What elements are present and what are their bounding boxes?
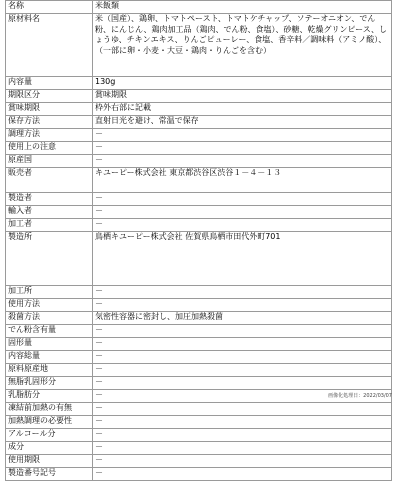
row-label: 使用期限 xyxy=(6,455,93,468)
row-lot-code xyxy=(6,468,392,481)
row-value: 米（国産）、鶏卵、トマトペースト、トマトケチャップ、ソテーオニオン、でん粉、にんじん、鶏肉加工品（鶏肉、でん粉、食塩）、砂糖、乾燥グリンピース、しょうゆ、チキンエキス、りんごピューレー、食塩、香辛料／調味料（アミノ酸）、（一部に卵・小麦・大豆・鶏肉・りんごを含む） xyxy=(93,14,392,77)
row-label: アルコール分 xyxy=(6,429,93,442)
row-value: － xyxy=(93,390,392,403)
row-label: 製造番号記号 xyxy=(6,468,93,481)
row-label: 内容量 xyxy=(6,77,93,90)
row-value: － xyxy=(93,377,392,390)
row-value: 直射日光を避け、常温で保存 xyxy=(93,116,392,129)
row-value: － xyxy=(93,338,392,351)
row-usage xyxy=(6,299,392,312)
row-label: 輸入者 xyxy=(6,206,93,219)
row-alcohol xyxy=(6,429,392,442)
row-value: キユーピー株式会社 東京都渋谷区渋谷１－４－１３ xyxy=(93,168,392,193)
row-sterilization xyxy=(6,312,392,325)
row-total-content xyxy=(6,351,392,364)
row-value: － xyxy=(93,219,392,232)
row-label: 調理方法 xyxy=(6,129,93,142)
row-value: 鳥栖キユーピー株式会社 佐賀県鳥栖市田代外町701 xyxy=(93,232,392,286)
row-label: 加熱調理の必要性 xyxy=(6,416,93,429)
row-label: 殺菌方法 xyxy=(6,312,93,325)
row-manufacturer xyxy=(6,193,392,206)
row-label: 加工者 xyxy=(6,219,93,232)
row-value: － xyxy=(93,455,392,468)
row-value: 130g xyxy=(93,77,392,90)
row-label: 製造所 xyxy=(6,232,93,286)
row-value: － xyxy=(93,468,392,481)
row-value: － xyxy=(93,193,392,206)
row-ingredient-origin xyxy=(6,364,392,377)
row-label: 賞味期限 xyxy=(6,103,93,116)
row-label: 固形量 xyxy=(6,338,93,351)
row-storage xyxy=(6,116,392,129)
row-label: 凍結前加熱の有無 xyxy=(6,403,93,416)
row-seller xyxy=(6,168,392,193)
row-label: 使用方法 xyxy=(6,299,93,312)
image-processing-date: 画像化処理日：2022/03/07 xyxy=(328,393,392,399)
row-label: でん粉含有量 xyxy=(6,325,93,338)
row-factory xyxy=(6,232,392,286)
row-value: － xyxy=(93,364,392,377)
row-label: 期限区分 xyxy=(6,90,93,103)
row-label: 加工所 xyxy=(6,286,93,299)
row-value: － xyxy=(93,429,392,442)
row-solid-weight xyxy=(6,338,392,351)
row-value: － xyxy=(93,299,392,312)
row-use-by xyxy=(6,455,392,468)
row-label: 保存方法 xyxy=(6,116,93,129)
row-pre-freeze-heating xyxy=(6,403,392,416)
row-value: 枠外右部に記載 xyxy=(93,103,392,116)
row-value: 米飯類 xyxy=(93,1,392,14)
row-value: 気密性容器に密封し、加圧加熱殺菌 xyxy=(93,312,392,325)
row-label: 成分 xyxy=(6,442,93,455)
row-label: 乳脂肪分 xyxy=(6,390,93,403)
row-label: 製造者 xyxy=(6,193,93,206)
row-value: 賞味期限 xyxy=(93,90,392,103)
row-label: 原材料名 xyxy=(6,14,93,77)
row-label: 販売者 xyxy=(6,168,93,193)
row-components xyxy=(6,442,392,455)
row-precautions xyxy=(6,142,392,155)
row-label: 内容総量 xyxy=(6,351,93,364)
row-origin-country xyxy=(6,155,392,168)
row-milk-solids-nonfat xyxy=(6,377,392,390)
product-label-table xyxy=(5,0,392,481)
row-value: － xyxy=(93,155,392,168)
row-value: － xyxy=(93,142,392,155)
row-value: － xyxy=(93,442,392,455)
row-processing-site xyxy=(6,286,392,299)
row-best-before xyxy=(6,103,392,116)
row-label: 名称 xyxy=(6,1,93,14)
row-expiry-type xyxy=(6,90,392,103)
row-starch-content xyxy=(6,325,392,338)
row-cooking xyxy=(6,129,392,142)
row-ingredients xyxy=(6,14,392,77)
row-value: － xyxy=(93,351,392,364)
row-value: － xyxy=(93,129,392,142)
row-value: － xyxy=(93,416,392,429)
row-value: － xyxy=(93,286,392,299)
row-label: 無脂乳固形分 xyxy=(6,377,93,390)
row-value: － xyxy=(93,325,392,338)
row-processor xyxy=(6,219,392,232)
row-cooking-required xyxy=(6,416,392,429)
row-name xyxy=(6,1,392,14)
row-importer xyxy=(6,206,392,219)
row-value: － xyxy=(93,206,392,219)
row-label: 原料原産地 xyxy=(6,364,93,377)
row-label: 原産国 xyxy=(6,155,93,168)
row-value: － xyxy=(93,403,392,416)
row-label: 使用上の注意 xyxy=(6,142,93,155)
row-net-content xyxy=(6,77,392,90)
